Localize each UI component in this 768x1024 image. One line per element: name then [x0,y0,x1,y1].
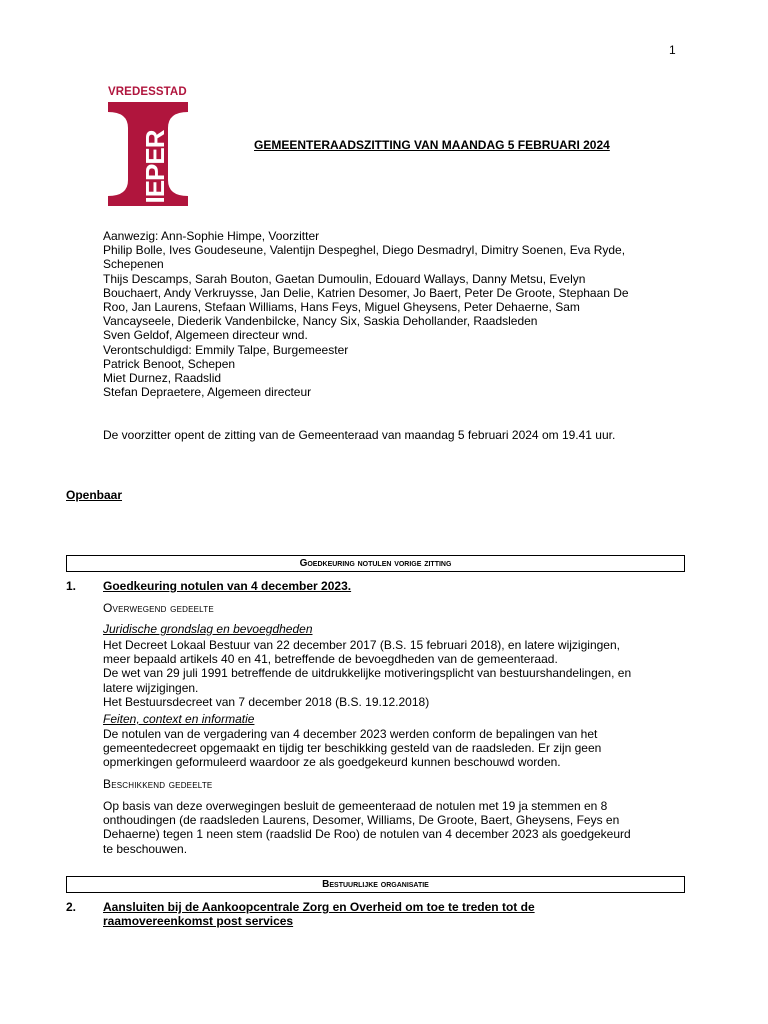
page-number: 1 [669,43,676,57]
paragraph-line: Het Decreet Lokaal Bestuur van 22 december 2017 (B.S. 15 februari 2018), en latere wijzigingen, [103,638,620,652]
paragraph-line: meer bepaald artikels 40 en 41, betreffende de bevoegdheden van de gemeenteraad. [103,652,558,667]
logo-city-name: IEPER [140,130,170,204]
paragraph-line: onthoudingen (de raadsleden Laurens, Desomer, Williams, De Groote, Baert, Gheysens, Feys en [103,813,620,828]
attendance-line: Sven Geldof, Algemeen directeur wnd. [103,328,308,343]
section-header-notulen: Goedkeuring notulen vorige zitting [66,555,685,572]
logo-wordmark: VREDESSTAD [108,86,187,98]
paragraph-line: Op basis van deze overwegingen besluit de gemeenteraad de notulen met 19 ja stemmen en 8 [103,799,608,813]
paragraph-line: Dehaerne) tegen 1 neen stem (raadslid De Roo) de notulen van 4 december 2023 als goedgekeurd [103,827,631,842]
besluit-paragraph [103,799,631,856]
item-title-line: Aansluiten bij de Aankoopcentrale Zorg en Overheid om toe te treden tot de [103,900,535,914]
paragraph-line: Het Bestuursdecreet van 7 december 2018 (B.S. 19.12.2018) [103,694,430,709]
paragraph-line: latere wijzigingen. [103,680,199,695]
paragraph-line: te beschouwen. [103,841,188,856]
item-title: Goedkeuring notulen van 4 december 2023. [103,579,352,593]
item-title [103,900,535,928]
juridisch-paragraph [103,638,631,709]
paragraph-line: opmerkingen geformuleerd waardoor ze als goedgekeurd kunnen beschouwd worden. [103,755,561,770]
paragraph-line: gemeentedecreet opgemaakt en tijdig ter beschikking gesteld van de raadsleden. Er zijn geen [103,741,602,756]
feiten-paragraph [103,727,601,770]
overwegend-heading: Overwegend gedeelte [103,601,214,615]
ieper-logo [108,86,188,206]
item-title-line: raamovereenkomst post services [103,914,294,928]
beschikkend-heading: Beschikkend gedeelte [103,777,213,791]
item-number: 2. [66,900,77,914]
attendance-line: Patrick Benoot, Schepen [103,356,236,371]
attendance-line: Bouchaert, Andy Verkruysse, Jan Delie, Katrien Desomer, Jo Baert, Peter De Groote, Stephaan De [103,285,629,300]
attendance-line: Thijs Descamps, Sarah Bouton, Gaetan Dumoulin, Edouard Wallays, Danny Metsu, Evelyn [103,271,586,286]
juridisch-heading: Juridische grondslag en bevoegdheden [103,622,313,636]
document-title: GEMEENTERAADSZITTING VAN MAANDAG 5 FEBRUARI 2024 [254,138,610,152]
attendance-line: Schepenen [103,257,164,272]
attendance-line: Verontschuldigd: Emmily Talpe, Burgemeester [103,342,349,357]
paragraph-line: De wet van 29 juli 1991 betreffende de uitdrukkelijke motiveringsplicht van bestuurshandelingen, en [103,666,632,681]
attendance-block [103,229,629,399]
section-header-bestuurlijke: Bestuurlijke organisatie [66,876,685,893]
attendance-line: Aanwezig: Ann-Sophie Himpe, Voorzitter [103,229,320,243]
paragraph-line: De notulen van de vergadering van 4 december 2023 werden conform de bepalingen van het [103,727,598,741]
attendance-line: Roo, Jan Laurens, Stefaan Williams, Hans Feys, Miguel Gheysens, Peter Dehaerne, Sam [103,300,580,315]
opening-statement: De voorzitter opent de zitting van de Gemeenteraad van maandag 5 februari 2024 om 19.41 uur. [103,428,616,442]
openbaar-heading: Openbaar [66,488,123,502]
attendance-line: Vancayseele, Diederik Vandenbilcke, Nancy Six, Saskia Dehollander, Raadsleden [103,314,538,329]
item-number: 1. [66,579,77,593]
feiten-heading: Feiten, context en informatie [103,712,255,726]
attendance-line: Miet Durnez, Raadslid [103,371,222,386]
attendance-line: Stefan Depraetere, Algemeen directeur [103,385,312,400]
attendance-line: Philip Bolle, Ives Goudeseune, Valentijn Despeghel, Diego Desmadryl, Dimitry Soenen, Eva Ryde, [103,243,626,258]
